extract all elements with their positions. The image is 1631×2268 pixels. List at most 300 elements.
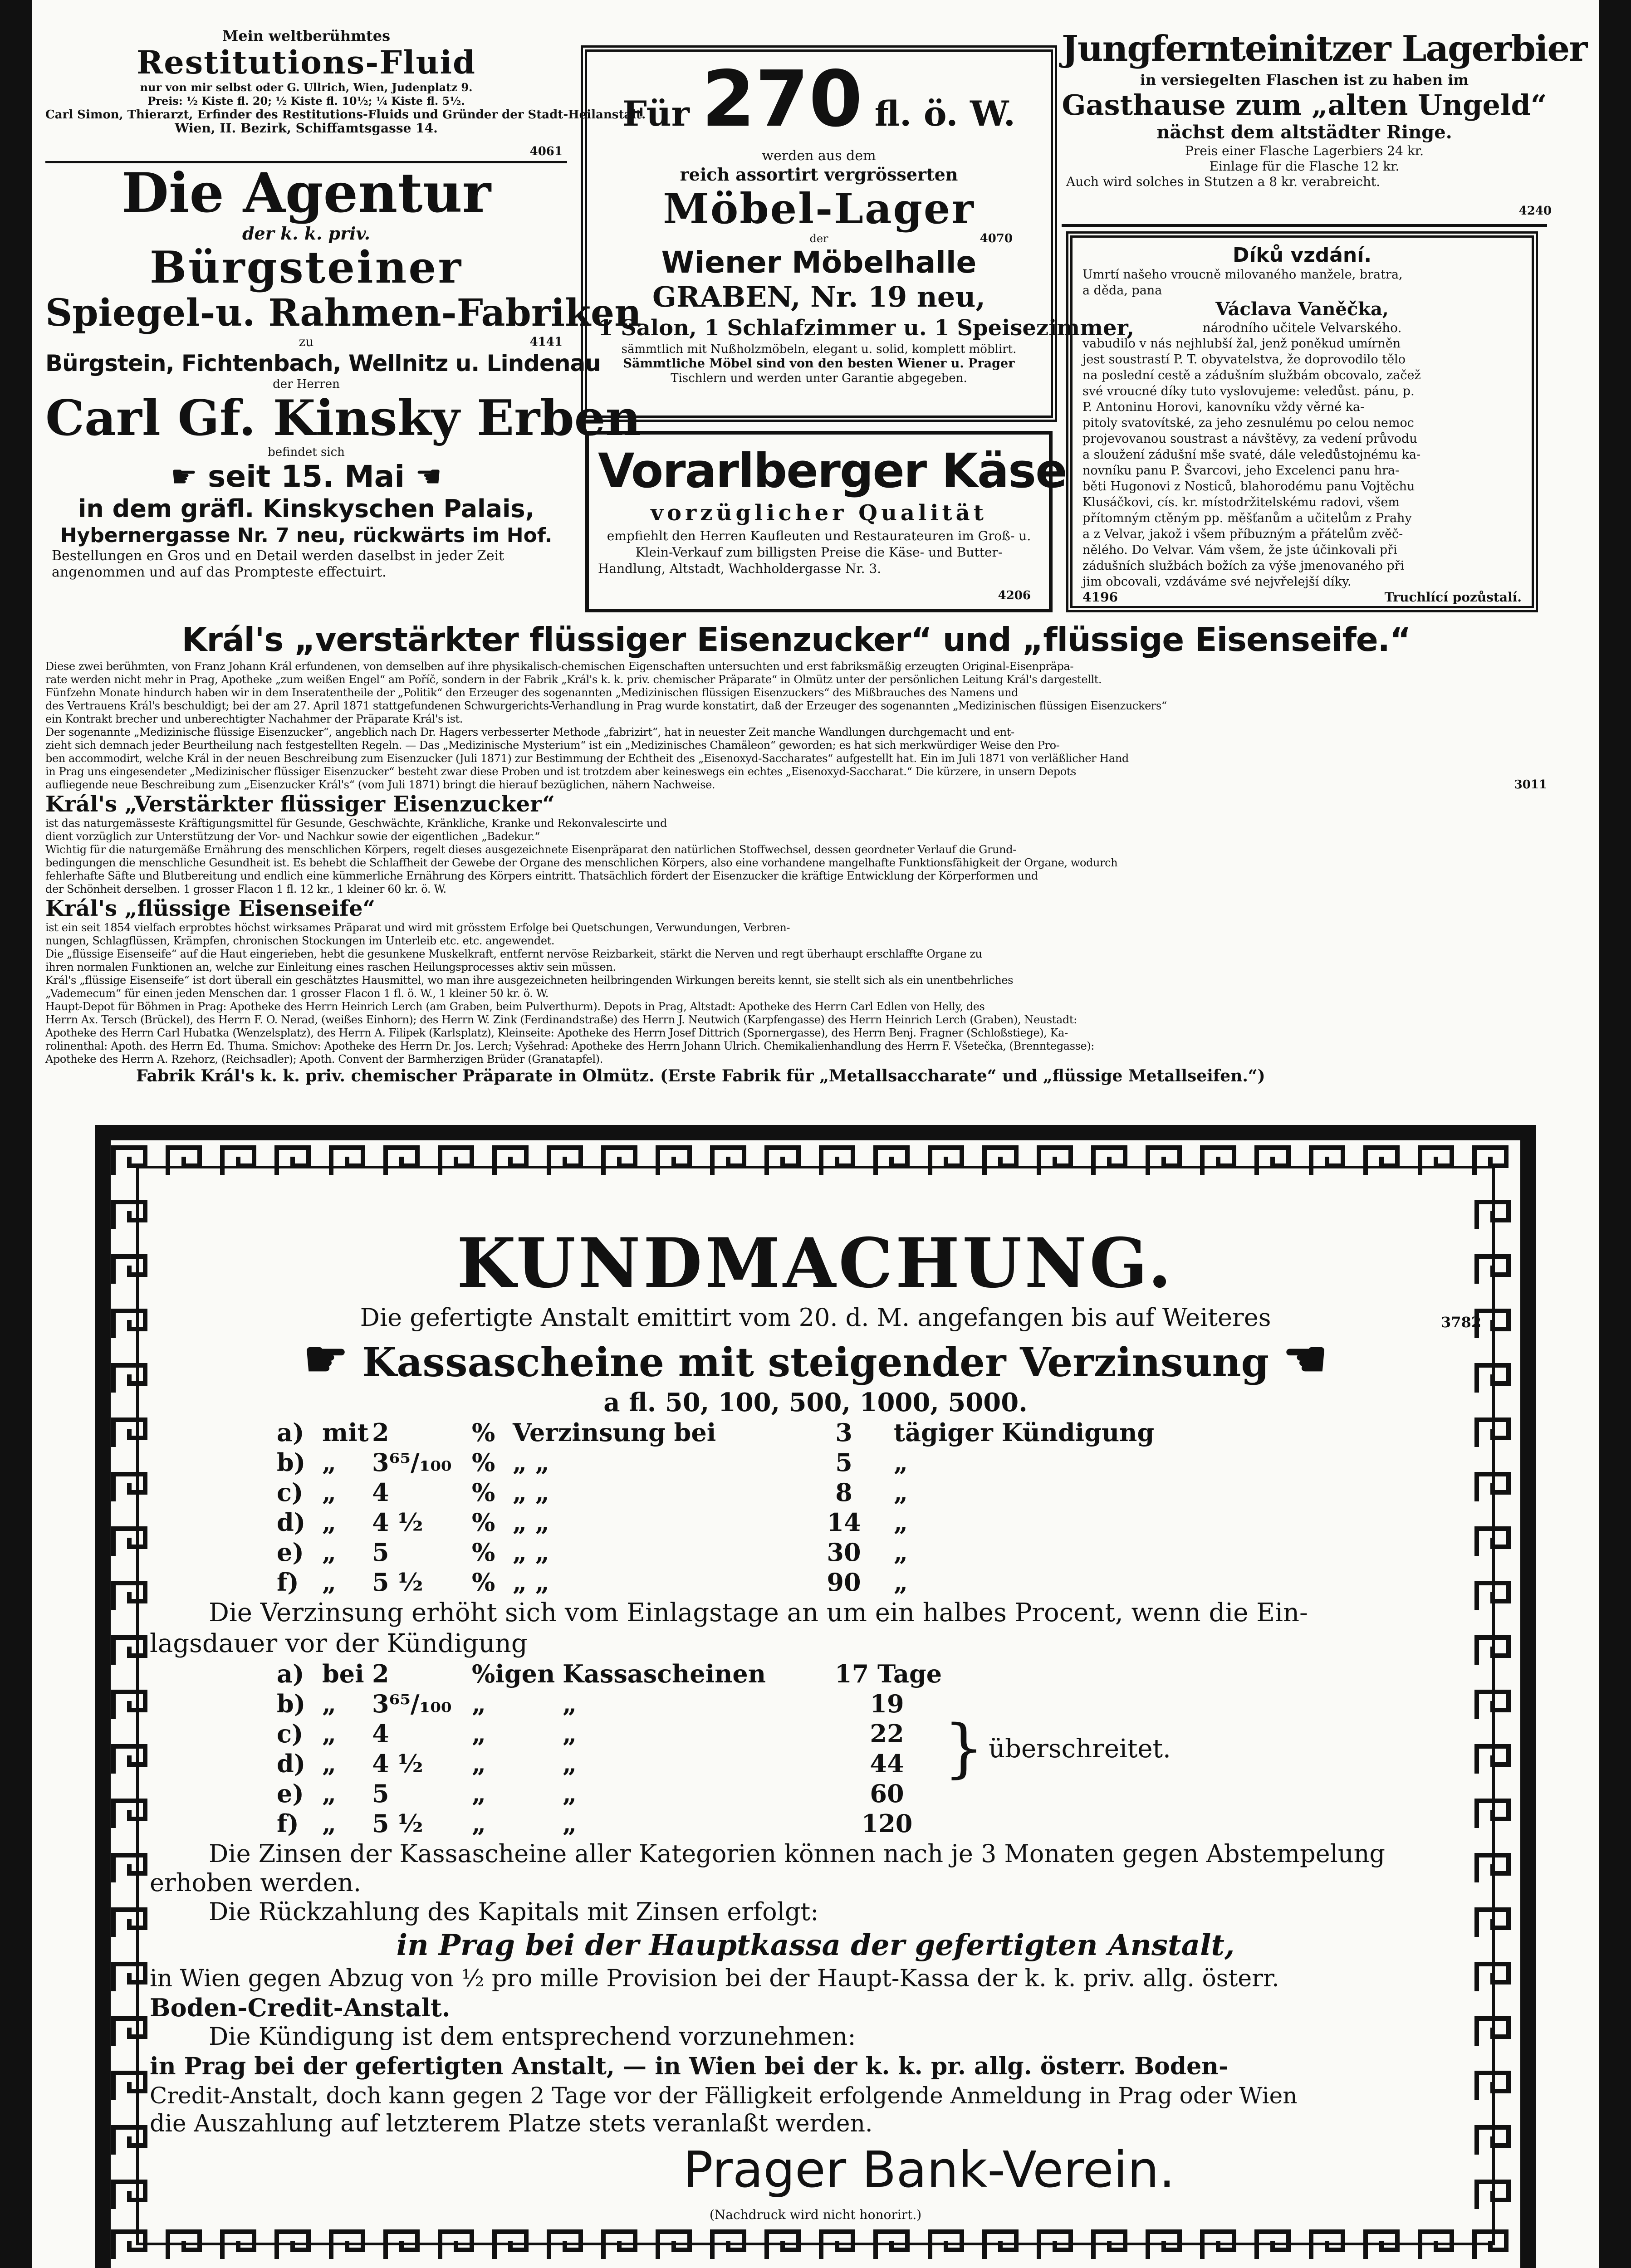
ad-diku-line: přítomným ctěným pp. měšťanům a učitelům z Prahy (1082, 511, 1412, 525)
rate-cell-u: „ (472, 1749, 486, 1778)
ad-kral-line: Apotheke des Herrn Carl Hubatka (Wenzelsplatz), des Herrn A. Filipek (Karlsplatz), Kleinseite: Apotheke des Herrn Josef Dittrich (Spornergasse), des Herrn Benj. Fragner (Schloßstiege), Ka- (45, 1026, 1068, 1039)
ad-restitutions-title: Restitutions-Fluid (137, 44, 476, 81)
greek-key-unit (386, 1148, 417, 1175)
ad-restitutions-line: nur von mir selbst oder G. Ullrich, Wien, Judenplatz 9. (140, 81, 473, 94)
rate-cell-r: 3⁶⁵/₁₀₀ (372, 1689, 452, 1718)
greek-key-unit (1039, 1148, 1071, 1175)
greek-key-unit (1477, 2073, 1509, 2100)
rate-cell-r: 4 (372, 1719, 389, 1748)
ad-moebel-hall: Wiener Möbelhalle (661, 245, 977, 280)
rate-cell-t: „ „ (513, 1448, 549, 1477)
greek-key-unit (113, 1964, 145, 1991)
rate-cell-r: 2 (372, 1659, 389, 1688)
greek-key-unit (113, 2232, 145, 2259)
ad-agentur-zu (45, 335, 567, 349)
rate-cell-d: 22 (870, 1719, 904, 1748)
greek-key-unit (1477, 2127, 1509, 2155)
ad-number: 4070 (980, 232, 1013, 245)
ad-agentur-addr: Hybernergasse Nr. 7 neu, rückwärts im Hof. (60, 524, 553, 547)
greek-key-unit (440, 1148, 472, 1175)
ad-vorarlberger-kaese (585, 431, 1067, 612)
notice-signature: Prager Bank-Verein. (683, 2141, 1175, 2199)
ad-diku-body (1082, 267, 1522, 590)
ad-number: 4206 (998, 589, 1031, 602)
rate-cell-d: 14 (827, 1508, 861, 1537)
ad-bier-line: in versiegelten Flaschen ist zu haben im (1140, 71, 1469, 88)
greek-key-unit (1477, 1746, 1509, 1774)
ad-restitutions-fluid (45, 27, 646, 163)
pointing-hand-right-icon: ☛ (303, 1330, 348, 1388)
ad-agentur-owners: Carl Gf. Kinsky Erben (45, 390, 641, 447)
greek-key-unit (1477, 1474, 1509, 1501)
notice-para: lagsdauer vor der Kündigung (150, 1629, 528, 1658)
rate-cell-t: „ „ (513, 1508, 549, 1537)
greek-key-unit (1477, 2182, 1509, 2209)
rate-cell-d: 90 (827, 1568, 861, 1597)
greek-key-unit (113, 1311, 145, 1338)
rate-cell-e: „ (894, 1538, 908, 1567)
ad-diku-line: národního učitele Velvarského. (1202, 320, 1402, 335)
ad-moebel-der (598, 232, 1040, 245)
greek-key-unit (495, 1148, 526, 1175)
ad-kral-line: ben accommodirt, welche Král in der neuen Beschreibung zum Eisenzucker (Juli 1871) zur Bestimmung der Echtheit des „Eisenoxyd-Saccharates“ aufgestellt hat. Ein im Juli 1871 von verläßlicher Hand (45, 752, 1129, 765)
ad-moebel-der-text: der (809, 232, 828, 245)
ad-moebel-price: 270 (701, 54, 863, 144)
rate-cell-p: „ (322, 1568, 337, 1597)
rate-cell-k: d) (277, 1749, 306, 1778)
rate-cell-u: „ (472, 1809, 486, 1838)
rate-cell-p: „ (322, 1749, 337, 1778)
rate-cell-t: „ (563, 1779, 577, 1808)
rate-row (277, 1779, 939, 1809)
ad-diku-signature: Truchlící pozůstalí. (1384, 590, 1522, 605)
ad-moebel-offer: 1 Salon, 1 Schlafzimmer u. 1 Speisezimmer, (598, 315, 1135, 341)
ad-kral-line: Král's „flüssige Eisenseife“ ist dort überall ein geschätztes Hausmittel, wo man ihre ausgezeichneten heilbringenden Wirkungen bereits kennt, sie stellt sich als ein unentbehrliches (45, 974, 1014, 987)
notice-para: in Prag bei der gefertigten Anstalt, — in Wien bei der k. k. pr. allg. österr. Boden- (150, 2053, 1229, 2080)
rate-cell-r: 5 ½ (372, 1809, 423, 1838)
ad-kral-zucker-head: Král's „Verstärkter flüssiger Eisenzucker“ (45, 792, 555, 817)
ad-kral-line: Die „flüssige Eisenseife“ auf die Haut eingerieben, hebt die gesunkene Muskelkraft, entfernt nervöse Reizbarkeit, stärkt die Nerven und regt überhaupt erschlaffte Organe zu (45, 948, 982, 960)
ad-diku-line: jest soustrastí P. T. obyvatelstva, že doprovodilo tělo (1082, 352, 1406, 367)
ad-kaese-line: Klein-Verkauf zum billigsten Preise die Käse- und Butter- (635, 545, 1003, 560)
greek-key-unit (1477, 1420, 1509, 1447)
greek-key-unit (113, 1529, 145, 1556)
notice-intro: Die gefertigte Anstalt emittirt vom 20. d. M. angefangen bis auf Weiteres (360, 1303, 1271, 1332)
rate-cell-k: c) (277, 1719, 304, 1748)
ad-diku-line: projevovanou soustrast a návštěvy, za vedení průvodu (1082, 432, 1417, 446)
ad-kral-line: Haupt-Depot für Böhmen in Prag: Apotheke des Herrn Heinrich Lerch (am Graben, beim Pulverthurm). Depots in Prag, Altstadt: Apotheke des Herrn Carl Edlen von Helly, des (45, 1000, 985, 1013)
rate-cell-k: b) (277, 1448, 306, 1477)
ad-diku-line: na poslední cestě a zádušním službám obcovalo, začež (1082, 368, 1421, 382)
rate-cell-k: f) (277, 1809, 299, 1838)
rate-cell-p: „ (322, 1508, 337, 1537)
rate-cell-k: f) (277, 1568, 299, 1597)
ad-agentur-loc: in dem gräfl. Kinskyschen Palais, (78, 494, 535, 523)
notice-rate-table-1 (150, 1418, 1481, 1597)
ad-bier-line: Auch wird solches in Stutzen a 8 kr. verabreicht. (1066, 174, 1381, 189)
greek-key-unit (1148, 1148, 1180, 1175)
rate-cell-k: b) (277, 1689, 306, 1718)
rate-row (277, 1719, 939, 1749)
notice-para: Die Zinsen der Kassascheine aller Kategorien können nach je 3 Monaten gegen Abstempelung (209, 1839, 1385, 1868)
ad-moebel-title: Möbel-Lager (663, 184, 975, 233)
ad-moebel-price-row (598, 54, 1040, 148)
rate-cell-d: 120 (861, 1809, 913, 1838)
ad-bier-line: Preis einer Flasche Lagerbiers 24 kr. (1185, 143, 1424, 158)
greek-key-unit (113, 2019, 145, 2046)
rate-cell-u: „ (472, 1689, 486, 1718)
rate-cell-t: „ (563, 1719, 577, 1748)
rate-cell-u: %igen (472, 1659, 555, 1688)
ad-diku-line: a z Velvar, jakož i všem příbuzným a přátelům zvěč- (1082, 527, 1403, 541)
rate-cell-k: d) (277, 1508, 306, 1537)
ad-diku-line: své vroucné díky tuto vyslovujeme: veledůst. pánu, p. (1082, 384, 1415, 398)
ad-kral-line: ist ein seit 1854 vielfach erprobtes höchst wirksames Präparat und wird mit grösstem Erfolge bei Quetschungen, Verwundungen, Verbren- (45, 921, 790, 934)
rate-cell-u: % (472, 1568, 495, 1597)
ad-agentur-title: Die Agentur (121, 161, 491, 225)
greek-key-unit (113, 1855, 145, 1882)
greek-key-unit (113, 1746, 145, 1774)
ad-kral-seife-text (45, 921, 1547, 1066)
greek-key-unit (1477, 2019, 1509, 2046)
rate-cell-u: % (472, 1448, 495, 1477)
rate-cell-u: % (472, 1538, 495, 1567)
ad-agentur-zu-text: zu (299, 334, 314, 349)
greek-key-unit (984, 1148, 1016, 1175)
ad-lagerbier (1062, 27, 1587, 227)
greek-key-unit (1093, 1148, 1125, 1175)
ad-kral-line: „Vademecum“ für einen jeden Menschen dar. 1 grosser Flacon 1 fl. ö. W., 1 kleiner 50 kr. ö. W. (45, 987, 549, 1000)
greek-key-unit (113, 1637, 145, 1665)
rate-row (277, 1537, 1481, 1567)
greek-key-unit (113, 2182, 145, 2209)
notice-para: Die Verzinsung erhöht sich vom Einlagstage an um ein halbes Procent, wenn die Ein- (209, 1598, 1308, 1628)
rate-cell-p: „ (322, 1448, 337, 1477)
ad-moebel-line: reich assortirt vergrösserten (680, 164, 958, 185)
rate-cell-r: 4 ½ (372, 1749, 423, 1778)
rate-cell-u: % (472, 1418, 495, 1447)
ad-kral-line: des Vertrauens Král's beschuldigt; bei der am 27. April 1871 stattgefundenen Schwurgerichts-Verhandlung in Prag wurde konstatirt, daß der Erzeuger des sogenannten „Medizinischen flüssigen Eisenzuckers“ (45, 699, 1167, 712)
greek-key-unit (767, 1148, 798, 1175)
ad-moebel-fuer: Für (622, 93, 690, 134)
rate-cell-p: „ (322, 1538, 337, 1567)
ad-kaese-sub: vorzüglicher Qualität (651, 500, 987, 526)
greek-key-unit (113, 1474, 145, 1501)
rate-cell-p: „ (322, 1689, 337, 1718)
greek-key-unit (1477, 1365, 1509, 1393)
greek-key-unit (603, 1148, 635, 1175)
greek-key-unit (658, 1148, 690, 1175)
ad-kral-line: fehlerhafte Säfte und Blutbereitung und endlich eine kümmerliche Ernährung des Körpers eintritt. Thatsächlich fördert der Eisenzucker die kräftige Entwicklung der Körperformen und (45, 870, 1038, 882)
rate-cell-e: „ (894, 1568, 908, 1597)
rate-cell-r: 4 (372, 1478, 389, 1507)
pointing-hand-left-icon: ☚ (1283, 1330, 1328, 1388)
rate-cell-k: c) (277, 1478, 304, 1507)
greek-key-unit (1474, 1148, 1506, 1175)
notice-para: in Wien gegen Abzug von ½ pro mille Provision bei der Haupt-Kassa der k. k. priv. allg. österr. (150, 1965, 1279, 1992)
ad-diku-line: novníku panu P. Švarcovi, jeho Excelenci panu hra- (1082, 464, 1400, 478)
ad-kral-title: Král's „verstärkter flüssiger Eisenzucker“ und „flüssige Eisenseife.“ (181, 621, 1411, 659)
rate-row (277, 1418, 1481, 1447)
greek-key-unit (1477, 1801, 1509, 1828)
ad-diku-line: jim obcovali, vzdáváme své nejvřelejší díky. (1082, 575, 1352, 589)
rate-cell-p: „ (322, 1779, 337, 1808)
ad-agentur-befindet: befindet sich (268, 445, 345, 459)
ad-diku-line: Václava Vaněčka, (1215, 298, 1389, 320)
ad-kral-line: in Prag uns eingesendeter „Medizinischer flüssiger Eisenzucker“ besteht zwar diese Proben und ist trotzdem aber keineswegs ein echtes „Eisenoxyd-Saccharat.“ Die kürzere, in unsern Depots (45, 765, 1076, 778)
ad-kaese-title: Vorarlberger Käse (598, 443, 1067, 499)
ad-restitutions-line: Preis: ½ Kiste fl. 20; ½ Kiste fl. 10½; ¼ Kiste fl. 5½. (147, 94, 465, 108)
greek-key-unit (549, 1148, 581, 1175)
ad-kral-zucker-text (45, 817, 1547, 896)
rate-cell-p: „ (322, 1478, 337, 1507)
notice-para: erhoben werden. (150, 1868, 361, 1897)
greek-key-unit (331, 1148, 363, 1175)
ad-kral-line: bedingungen die menschliche Gesundheit ist. Es behebt die Schlaffheit der Gewebe der Organe des menschlichen Körpers, also eine vorhandene mangelhafte Funktionsfähigkeit der Organe, wodurch (45, 856, 1118, 869)
rate-cell-d: 30 (827, 1538, 861, 1567)
rate-cell-t: „ (563, 1689, 577, 1718)
ad-number: 4141 (529, 335, 563, 349)
rate-cell-t: „ „ (513, 1478, 549, 1507)
ad-kaese-line: Handlung, Altstadt, Wachholdergasse Nr. 3. (598, 561, 882, 576)
notice-kundmachung (150, 1225, 1481, 2268)
greek-key-unit (712, 1148, 744, 1175)
notice-intro-row (150, 1302, 1481, 1334)
ad-number: 4240 (1518, 204, 1552, 218)
rate-cell-r: 3⁶⁵/₁₀₀ (372, 1448, 452, 1477)
greek-key-unit (1477, 1311, 1509, 1338)
rate-cell-p: mit (322, 1418, 369, 1447)
ad-diku-line: P. Antoninu Horovi, kanovníku vždy věrné ka- (1082, 400, 1365, 414)
notice-rate-table-2-wrap (150, 1659, 1481, 1838)
rate-cell-p: bei (322, 1659, 364, 1688)
ad-agentur-der: der Herren (273, 377, 340, 391)
ad-kral-line: Herrn Ax. Tersch (Brückel), des Herrn F. O. Nerad, (weißes Einhorn); des Herrn W. Zink (Ferdinandstraße) des Herrn J. Neutwich (Karpfengasse) des Herrn Heinrich Lerch (Graben), Neustadt: (45, 1013, 1077, 1026)
scan-edge-left (0, 0, 32, 2268)
greek-key-unit (277, 1148, 309, 1175)
rate-cell-u: „ (472, 1779, 486, 1808)
ad-bier-line: Einlage für die Flasche 12 kr. (1209, 159, 1400, 174)
greek-key-unit (1477, 1637, 1509, 1665)
notice-head-row (150, 1330, 1481, 1388)
rate-row (277, 1567, 1481, 1597)
notice-para: Credit-Anstalt, doch kann gegen 2 Tage vor der Fälligkeit erfolgende Anmeldung in Prag oder Wien (150, 2082, 1298, 2109)
rate-cell-d: 44 (870, 1749, 904, 1778)
greek-key-unit (1366, 1148, 1397, 1175)
greek-key-unit (930, 1148, 962, 1175)
ad-bier-line: Gasthause zum „alten Ungeld“ (1062, 88, 1547, 122)
greek-key-unit (113, 1801, 145, 1828)
greek-key-unit (113, 2127, 145, 2155)
greek-key-unit (876, 1148, 907, 1175)
ad-diku-line: Klusáčkovi, cís. kr. místodržitelskému radovi, všem (1082, 495, 1400, 509)
pointing-hand-left-icon: ☚ (415, 459, 442, 494)
ad-diku-line: nělého. Do Velvar. Vám všem, že jste účinkovali při (1082, 543, 1397, 557)
rate-cell-r: 5 (372, 1779, 389, 1808)
greek-key-unit (1477, 1910, 1509, 1937)
greek-key-unit (222, 1148, 254, 1175)
ad-agentur-buergstein (45, 161, 642, 621)
rate-row (277, 1689, 939, 1719)
rate-cell-r: 5 ½ (372, 1568, 423, 1597)
notice-title: KUNDMACHUNG. (456, 1223, 1175, 1303)
greek-key-unit (113, 1692, 145, 1719)
greek-key-unit (821, 1148, 853, 1175)
ad-number: 3782 (1440, 1314, 1481, 1331)
greek-key-unit (113, 1420, 145, 1447)
rate-cell-r: 4 ½ (372, 1508, 423, 1537)
ad-restitutions-line: Wien, II. Bezirk, Schiffamtsgasse 14. (175, 121, 438, 136)
ad-kral-line: nungen, Schlagflüssen, Krämpfen, chronischen Stockungen im Unterleib etc. etc. angewendet. (45, 934, 555, 947)
ad-moebel-currency: fl. ö. W. (874, 93, 1016, 134)
ad-diku-line: a děda, pana (1082, 284, 1162, 298)
ad-agentur-places: Bürgstein, Fichtenbach, Wellnitz u. Lindenau (45, 350, 601, 376)
greek-key-unit (1202, 1148, 1234, 1175)
greek-key-unit (1477, 1256, 1509, 1284)
ad-kral-line: rolinenthal: Apoth. des Herrn Ed. Thuma. Smichov: Apotheke des Herrn Dr. Jos. Lerch; Vyšehrad: Apotheke des Herrn Johann Ulrich. Chemikalienhandlung des Herrn F. Všetečka, (Brenntegasse): (45, 1040, 1094, 1052)
ad-diku-line: Umrtí našeho vroucně milovaného manžele, bratra, (1082, 268, 1403, 282)
greek-key-unit (113, 1583, 145, 1610)
notice-para: Die Kündigung ist dem entsprechend vorzunehmen: (209, 2022, 856, 2051)
ad-restitutions-line: Carl Simon, Thierarzt, Erfinder des Restitutions-Fluids und Gründer der Stadt-Heilanstalt. (45, 108, 646, 122)
scan-edge-right (1599, 0, 1631, 2268)
rate-cell-u: „ (472, 1719, 486, 1748)
rate-cell-d: 5 (835, 1448, 852, 1477)
curly-brace-icon: } (944, 1711, 984, 1785)
rate-row (277, 1477, 1481, 1507)
greek-key-unit (113, 1148, 145, 1175)
rate-cell-r: 5 (372, 1538, 389, 1567)
notice-para: Die Rückzahlung des Kapitals mit Zinsen erfolgt: (209, 1897, 819, 1926)
ad-kral-line: der Schönheit derselben. 1 grosser Flacon 1 fl. 12 kr., 1 kleiner 60 kr. ö. W. (45, 883, 446, 895)
ad-number: 4061 (529, 145, 563, 158)
rate-cell-t: „ (563, 1809, 577, 1838)
rate-cell-p: „ (322, 1809, 337, 1838)
ad-number: 3011 (1514, 778, 1547, 792)
ad-kaese-line: empfiehlt den Herren Kaufleuten und Restaurateuren im Groß- u. (607, 528, 1031, 543)
ad-moebel-detail: Tischlern und werden unter Garantie abgegeben. (671, 371, 967, 385)
pointing-hand-right-icon: ☛ (170, 459, 198, 494)
ad-kral-seife-head: Král's „flüssige Eisenseife“ (45, 896, 376, 921)
ad-bier-line: nächst dem altstädter Ringe. (1156, 122, 1452, 143)
notice-ueberschreitet: überschreitet. (989, 1734, 1171, 1764)
rate-cell-k: a) (277, 1418, 304, 1447)
greek-key-unit (113, 1365, 145, 1393)
ad-agentur-since-row (45, 459, 567, 494)
greek-key-unit (1311, 1148, 1343, 1175)
rate-cell-k: e) (277, 1779, 304, 1808)
rate-cell-d: 3 (835, 1418, 852, 1447)
ad-kral-line: ihren normalen Funktionen an, welche zur Einleitung eines raschen Heilungsprocesses aktiv sein müssen. (45, 961, 616, 973)
ad-diku-line: zádušních službách božích za výše jmenovaného při (1082, 559, 1405, 573)
ad-kral-line: Wichtig für die naturgemäße Ernährung des menschlichen Körpers, regelt dieses ausgezeichnete Eisenpräparat den natürlichen Stoffwechsel, dessen geordneter Verlauf die Grund- (45, 843, 1016, 856)
ad-agentur-sub: der k. k. priv. (242, 223, 371, 244)
rate-cell-k: e) (277, 1538, 304, 1567)
notice-denominations: a fl. 50, 100, 500, 1000, 5000. (603, 1388, 1028, 1418)
ad-kral-line: zieht sich demnach jeder Beurtheilung nach festgestellten Regeln. — Das „Medizinische Mysterium“ ist ein „Medizinisches Chamäleon“ geworden; es hat sich merkwürdiger Weise den Pro- (45, 739, 1060, 752)
rate-cell-e: „ (894, 1448, 908, 1477)
rate-row (277, 1659, 942, 1689)
greek-key-unit (113, 1256, 145, 1284)
ad-kral-line: rate werden nicht mehr in Prag, Apotheke „zum weißen Engel“ am Poříč, sondern in der Fabrik „Král's k. k. priv. chemischer Präparate“ in Olmütz unter der persönlichen Leitung Král's dargestellt. (45, 673, 1102, 686)
ad-kral-eisenzucker (45, 619, 1547, 1118)
rate-row (277, 1447, 1481, 1477)
ad-agentur-since: seit 15. Mai (208, 459, 405, 494)
rate-cell-t: „ „ (513, 1538, 549, 1567)
rate-cell-p: „ (322, 1719, 337, 1748)
ad-kral-footer: Fabrik Král's k. k. priv. chemischer Präparate in Olmütz. (Erste Fabrik für „Metallsaccharate“ und „flüssige Metallseifen.“) (136, 1066, 1265, 1085)
ad-kral-line: Diese zwei berühmten, von Franz Johann Král erfundenen, von demselben auf ihre physikalisch-chemischen Eigenschaften untersuchten und erst fabriksmäßig erzeugten Original-Eisenpräpa- (45, 660, 1074, 673)
notice-rate-table-2 (277, 1659, 942, 1838)
rate-cell-d: 8 (835, 1478, 852, 1507)
rate-cell-k: a) (277, 1659, 304, 1688)
ad-kral-intro (45, 660, 1547, 792)
rate-cell-d: 17 Tage (835, 1659, 942, 1688)
greek-key-unit (113, 1202, 145, 1229)
rate-cell-t: Verzinsung bei (513, 1418, 716, 1447)
ad-kral-line: Der sogenannte „Medizinische flüssige Eisenzucker“, angeblich nach Dr. Hagers verbesserter Methode „fabrizirt“, hat in neuester Zeit manche Wandlungen durchgemacht und ent- (45, 726, 1014, 738)
ad-diku-line: běti Hugonovi z Nosticů, blahorodému panu Vojtěchu (1082, 479, 1415, 494)
ad-diku-vzdani (1066, 231, 1538, 612)
rate-cell-e: „ (894, 1508, 908, 1537)
notice-para: in Prag bei der Hauptkassa der gefertigten Anstalt, (396, 1928, 1235, 1962)
greek-key-unit (1477, 1964, 1509, 1991)
ad-bier-title: Jungfernteinitzer Lagerbier (1062, 28, 1587, 69)
rate-row (277, 1749, 939, 1779)
rate-row (277, 1809, 939, 1838)
ad-moebel-detail: Sämmtliche Möbel sind von den besten Wiener u. Prager (623, 357, 1015, 371)
greek-key-unit (1420, 1148, 1452, 1175)
greek-key-unit (1477, 1692, 1509, 1719)
rate-cell-t: Kassascheinen (563, 1659, 766, 1688)
greek-key-unit (1477, 1202, 1509, 1229)
ad-restitutions-kicker: Mein weltberühmtes (222, 27, 391, 44)
ad-diku-line: a sloužení zádušní mše svaté, dále veledůstojnému ka- (1082, 448, 1421, 462)
ad-kral-line: ein Kontrakt brecher und unberechtigter Nachahmer der Präparate Král's ist. (45, 713, 463, 725)
ad-moebel-line: werden aus dem (762, 148, 876, 164)
greek-key-unit (1477, 1855, 1509, 1882)
notice-para: Boden-Credit-Anstalt. (150, 1993, 451, 2022)
rate-cell-d: 60 (870, 1779, 904, 1808)
notice-reprint-note: (Nachdruck wird nicht honorirt.) (709, 2207, 922, 2222)
notice-para: die Auszahlung auf letzterem Platze stets veranlaßt werden. (150, 2110, 873, 2137)
rate-cell-d: 19 (870, 1689, 904, 1718)
ad-diku-footer (1082, 590, 1522, 605)
greek-key-unit (1477, 1583, 1509, 1610)
ad-agentur-name: Bürgsteiner (149, 242, 463, 293)
greek-key-unit (1257, 1148, 1288, 1175)
ad-moebel-addr: GRABEN, Nr. 19 neu, (652, 280, 985, 313)
greek-key-unit (113, 1910, 145, 1937)
ad-agentur-note: Bestellungen en Gros und en Detail werden daselbst in jeder Zeit angenommen und auf das Prompteste effectuirt. (52, 548, 504, 580)
rate-row (277, 1507, 1481, 1537)
ad-kral-line: ist das naturgemässeste Kräftigungsmittel für Gesunde, Geschwächte, Kränkliche, Kranke und Rekonvalescirte und (45, 817, 667, 830)
greek-key-unit (1477, 1529, 1509, 1556)
ad-moebel-detail: sämmtlich mit Nußholzmöbeln, elegant u. solid, komplett möblirt. (621, 342, 1017, 356)
ad-diku-line: vabudilo v nás nejhlubší žal, jenž poněkud umírněn (1082, 337, 1401, 351)
rate-cell-u: % (472, 1508, 495, 1537)
greek-key-unit (168, 1148, 200, 1175)
ad-diku-line: pitoly svatovítské, za jeho zesnulému po celou nemoc (1082, 416, 1414, 430)
notice-head: Kassascheine mit steigender Verzinsung (362, 1339, 1269, 1386)
ad-kral-line: Fünfzehn Monate hindurch haben wir in dem Inseratentheile der „Politik“ den Erzeuger des sogenannten „Medizinischen flüssigen Eisenzuckers“ des Mißbrauches des Namens und (45, 686, 1019, 699)
rate-cell-e: „ (894, 1478, 908, 1507)
rate-cell-t: „ (563, 1749, 577, 1778)
rate-cell-t: „ „ (513, 1568, 549, 1597)
rate-cell-u: % (472, 1478, 495, 1507)
greek-key-unit (113, 2073, 145, 2100)
ad-agentur-trade: Spiegel-u. Rahmen-Fabriken (45, 291, 642, 335)
